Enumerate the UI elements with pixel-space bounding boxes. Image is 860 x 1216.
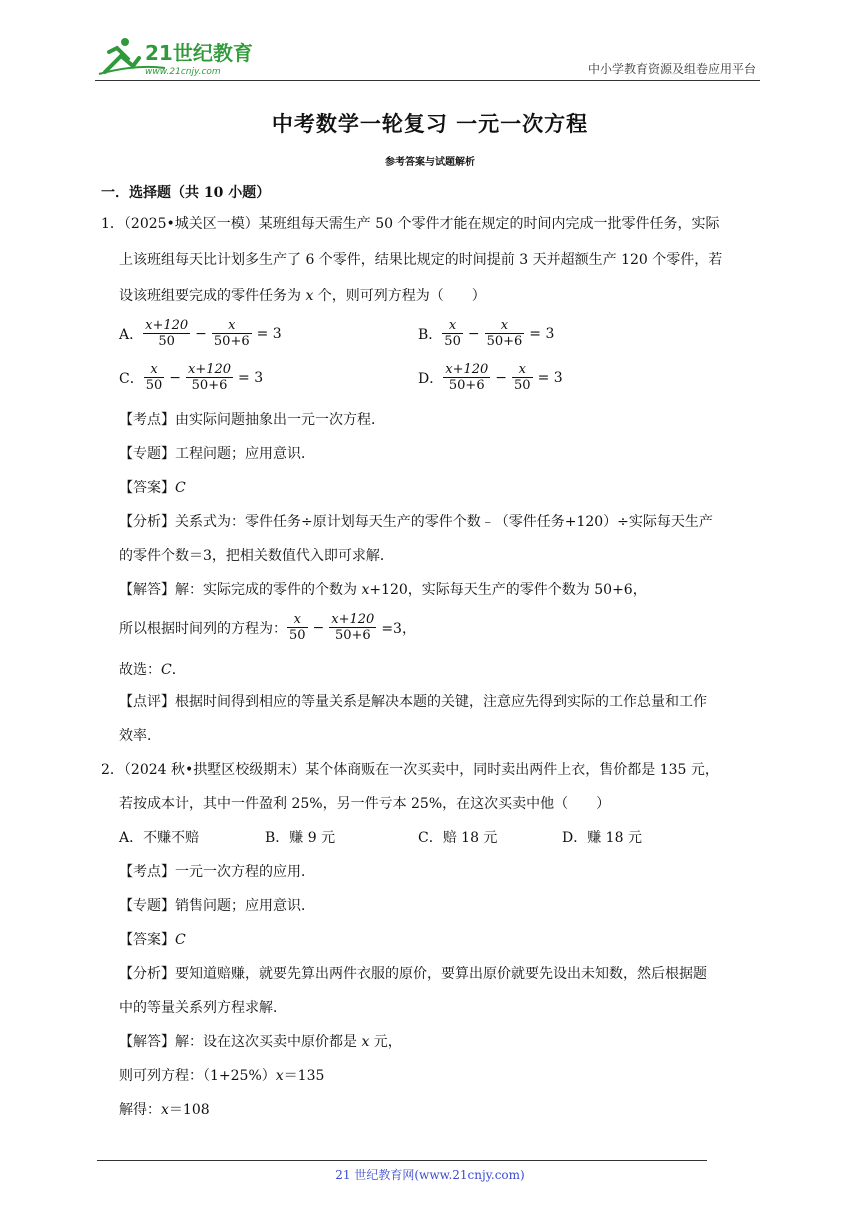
q1-option-d: D． $\frac{x+120}{50+6}$ − $\frac{x}{50}$ = 3 bbox=[418, 362, 563, 393]
page-header bbox=[95, 32, 760, 81]
q1-choice: 故选：C． bbox=[119, 662, 186, 678]
q2-option-c: C．赔 18 元 bbox=[418, 830, 498, 846]
page-title: 中考数学一轮复习 一元一次方程 bbox=[271, 112, 589, 136]
q2-stem-line1: 2．（2024 秋•拱墅区校级期末）某个体商贩在一次买卖中，同时卖出两件上衣，售价都是 135 元， bbox=[101, 762, 719, 778]
q1-stem-line2: 上该班组每天比计划多生产了 6 个零件，结果比规定的时间提前 3 天并超额生产 120 个零件，若 bbox=[119, 252, 723, 268]
logo-icon bbox=[95, 34, 265, 78]
footer-link[interactable]: 21 世纪教育网(www.21cnjy.com) bbox=[335, 1168, 525, 1182]
q2-solution: 解得：x＝108 bbox=[119, 1102, 210, 1118]
q1-answer: 【答案】C bbox=[119, 480, 186, 496]
q2-option-a: A．不赚不赔 bbox=[119, 830, 200, 846]
q1-option-c: C． $\frac{x}{50}$ − $\frac{x+120}{50+6}$ = 3 bbox=[119, 362, 264, 393]
q1-jieda-line1: 【解答】解：实际完成的零件的个数为 x+120，实际每天生产的零件个数为 50+6， bbox=[119, 582, 647, 598]
q2-zhuanti: 【专题】销售问题；应用意识． bbox=[119, 898, 315, 914]
q1-stem-line1: 1．（2025•城关区一模）某班组每天需生产 50 个零件才能在规定的时间内完成一批零件任务，实际 bbox=[101, 216, 720, 232]
q2-answer: 【答案】C bbox=[119, 932, 186, 948]
q2-fenxi-line2: 中的等量关系列方程求解． bbox=[119, 1000, 287, 1016]
q1-zhuanti: 【专题】工程问题；应用意识． bbox=[119, 446, 315, 462]
q1-kaodian: 【考点】由实际问题抽象出一元一次方程． bbox=[119, 412, 385, 428]
q2-option-d: D．赚 18 元 bbox=[562, 830, 642, 846]
q1-fenxi-line2: 的零件个数＝3，把相关数值代入即可求解． bbox=[119, 548, 394, 564]
q1-dianping-line1: 【点评】根据时间得到相应的等量关系是解决本题的关键，注意应先得到实际的工作总量和工作 bbox=[119, 694, 707, 710]
q2-jieda-line1: 【解答】解：设在这次买卖中原价都是 x 元， bbox=[119, 1034, 402, 1050]
q2-stem-line2: 若按成本计，其中一件盈利 25%，另一件亏本 25%，在这次买卖中他（ ） bbox=[119, 796, 611, 812]
q1-option-a: A． $\frac{x+120}{50}$ − $\frac{x}{50+6}$ = 3 bbox=[119, 318, 282, 349]
q2-option-b: B．赚 9 元 bbox=[265, 830, 336, 846]
header-platform-text: 中小学教育资源及组卷应用平台 bbox=[587, 62, 756, 76]
q1-jieda-equation: 所以根据时间列的方程为： $\frac{x}{50}$ − $\frac{x+120}{50+6}$ =3， bbox=[119, 612, 416, 643]
q1-stem-line3: 设该班组要完成的零件任务为 x 个，则可列方程为（ ） bbox=[119, 288, 486, 304]
q2-kaodian: 【考点】一元一次方程的应用． bbox=[119, 864, 315, 880]
footer-divider bbox=[97, 1160, 707, 1161]
q1-dianping-line2: 效率． bbox=[119, 728, 161, 744]
q1-fenxi-line1: 【分析】关系式为：零件任务÷原计划每天生产的零件个数﹣（零件任务+120）÷实际每天生产 bbox=[119, 514, 713, 530]
q2-equation: 则可列方程：（1+25%）x＝135 bbox=[119, 1068, 325, 1084]
q1-option-b: B． $\frac{x}{50}$ − $\frac{x}{50+6}$ = 3 bbox=[418, 318, 555, 349]
logo-text: 21世纪教育 bbox=[145, 41, 253, 65]
logo-url: www.21cnjy.com bbox=[145, 67, 221, 77]
q2-fenxi-line1: 【分析】要知道赔赚，就要先算出两件衣服的原价，要算出原价就要先设出未知数，然后根据题 bbox=[119, 966, 707, 982]
section-heading: 一．选择题（共 10 小题） bbox=[101, 185, 271, 201]
page-subtitle: 参考答案与试题解析 bbox=[385, 157, 475, 168]
